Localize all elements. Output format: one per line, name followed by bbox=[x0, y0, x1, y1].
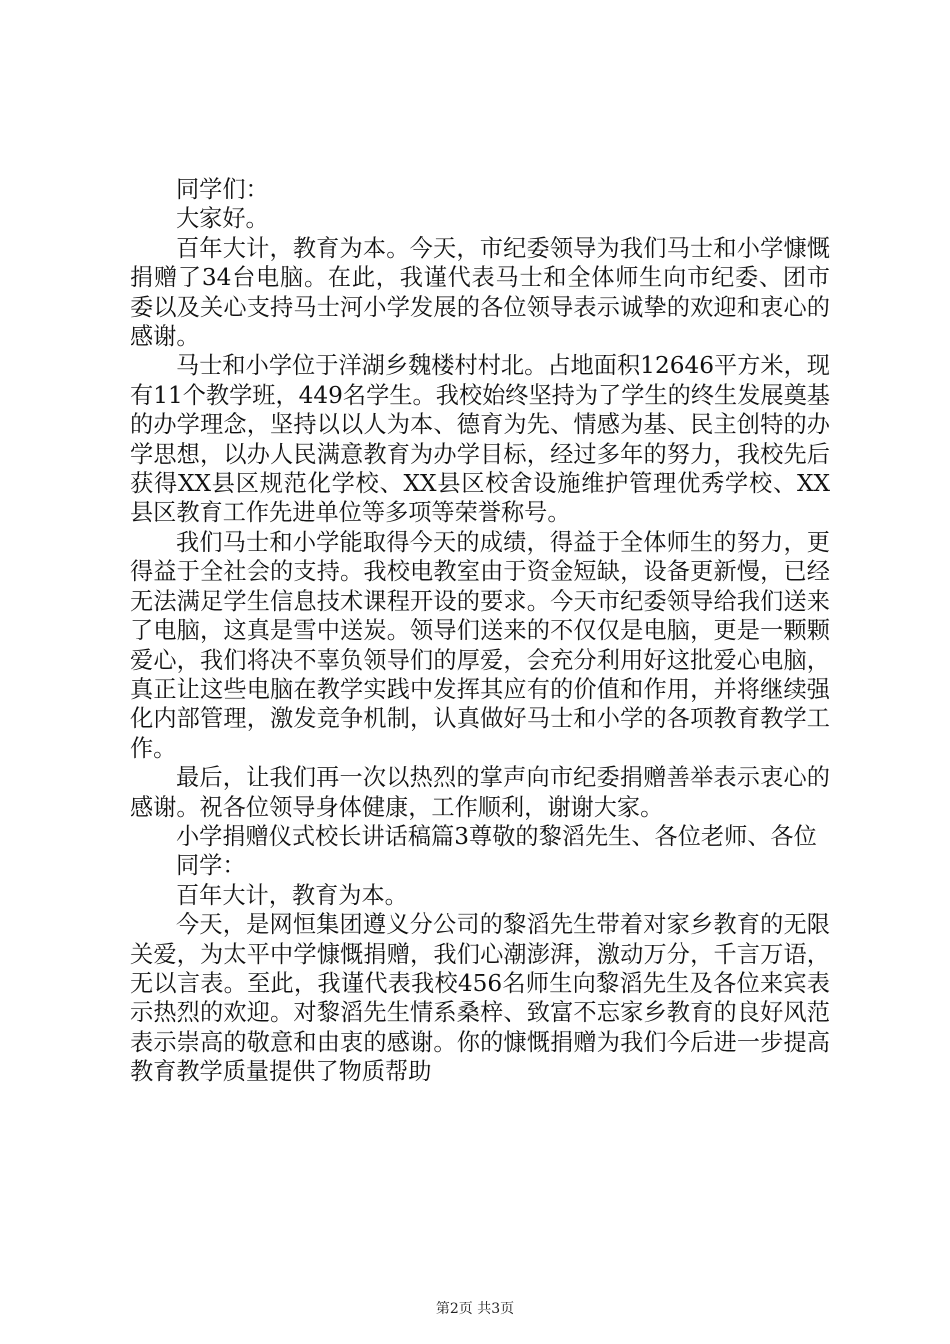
paragraph-section-3-heading: 小学捐赠仪式校长讲话稿篇3尊敬的黎滔先生、各位老师、各位 bbox=[176, 822, 817, 850]
document-body bbox=[130, 175, 830, 1087]
paragraph-intro: 百年大计，教育为本。今天，市纪委领导为我们马士和小学慷慨捐赠了34台电脑。在此，我谨代表马士和全体师生向市纪委、团市委以及关心支持马士河小学发展的各位领导表示诚挚的欢迎和衷心的感谢。 bbox=[130, 234, 830, 351]
paragraph-school-profile: 马士和小学位于洋湖乡魏楼村村北。占地面积12646平方米，现有11个教学班，449名学生。我校始终坚持为了学生的终生发展奠基的办学理念，坚持以以人为本、德育为先、情感为基、民主创特的办学思想，以办人民满意教育为办学目标，经过多年的努力，我校先后获得XX县区规范化学校、XX县区校舍设施维护管理优秀学校、XX县区教育工作先进单位等多项等荣誉称号。 bbox=[130, 352, 830, 527]
paragraph-closing: 最后，让我们再一次以热烈的掌声向市纪委捐赠善举表示衷心的感谢。祝各位领导身体健康，工作顺利，谢谢大家。 bbox=[130, 764, 830, 821]
paragraph-greeting: 大家好。 bbox=[176, 205, 269, 233]
paragraph-motto: 百年大计，教育为本。 bbox=[176, 881, 408, 909]
page-footer: 第2页 共3页 bbox=[435, 1301, 515, 1317]
paragraph-achievements: 我们马士和小学能取得今天的成绩，得益于全体师生的努力，更得益于全社会的支持。我校电教室由于资金短缺，设备更新慢，已经无法满足学生信息技术课程开设的要求。今天市纪委领导给我们送来了电脑，这真是雪中送炭。领导们送来的不仅仅是电脑，更是一颗颗爱心，我们将决不辜负领导们的厚爱，会充分利用好这批爱心电脑，真正让这些电脑在教学实践中发挥其应有的价值和作用，并将继续强化内部管理，激发竞争机制，认真做好马士和小学的各项教育教学工作。 bbox=[130, 528, 830, 762]
paragraph-donation-thanks: 今天，是网恒集团遵义分公司的黎滔先生带着对家乡教育的无限关爱，为太平中学慷慨捐赠，我们心潮澎湃，激动万分，千言万语，无以言表。至此，我谨代表我校456名师生向黎滔先生及各位来宾表示热烈的欢迎。对黎滔先生情系桑梓、致富不忘家乡教育的良好风范表示崇高的敬意和由衷的感谢。你的慷慨捐赠为我们今后进一步提高教育教学质量提供了物质帮助 bbox=[130, 911, 830, 1086]
paragraph-salutation-2: 同学： bbox=[176, 852, 246, 880]
paragraph-salutation: 同学们： bbox=[176, 176, 269, 203]
